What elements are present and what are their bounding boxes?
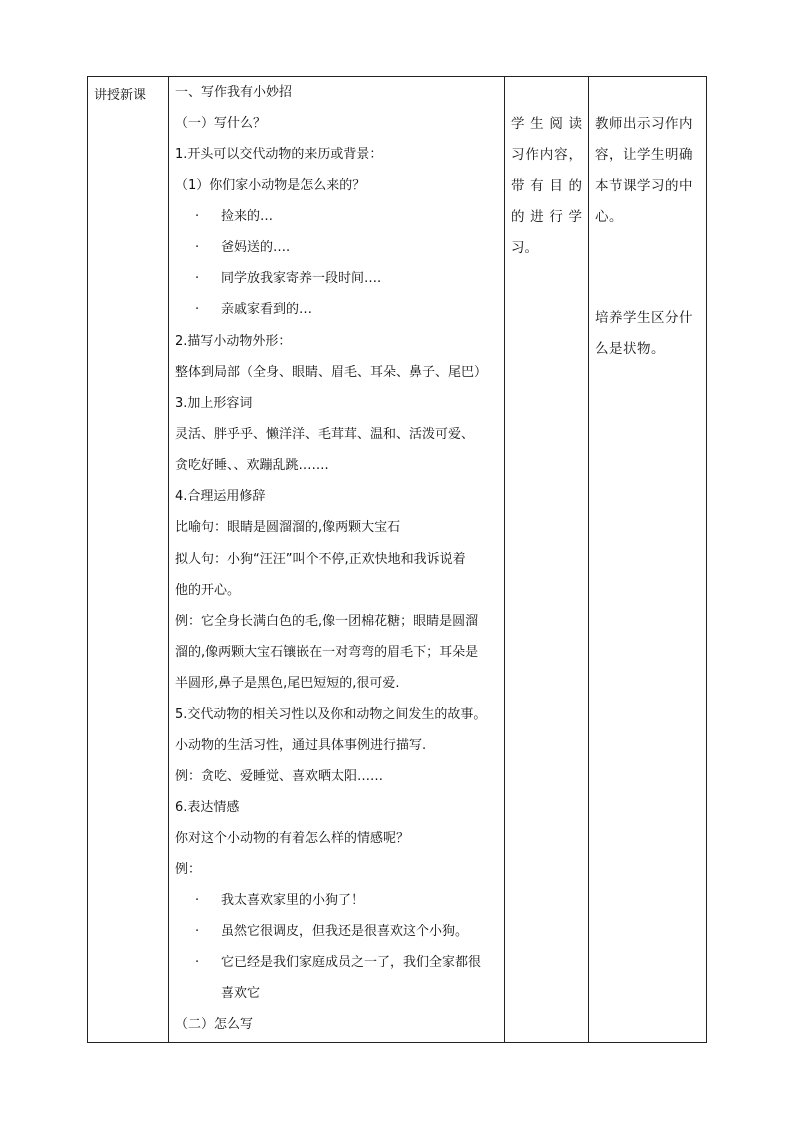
text-line: 他的开心。 [175, 583, 241, 598]
point-5: 5.交代动物的相关习性以及你和动物之间发生的故事。 [175, 707, 487, 722]
teacher-line: 本节课学习的中 [595, 178, 693, 194]
text-line: 溜的,像两颗大宝石镶嵌在一对弯弯的眉毛下；耳朵是 [175, 645, 479, 660]
bullet-item: · 虽然它很调皮，但我还是很喜欢这个小狗。 [195, 924, 469, 939]
text-line: 喜欢它 [221, 986, 261, 1001]
point-3: 3.加上形容词 [175, 396, 253, 411]
bullet-dot: · [195, 209, 200, 224]
stage-cell [88, 77, 169, 1043]
point-2: 2.描写小动物外形： [175, 334, 292, 349]
bullet-dot: · [195, 302, 200, 317]
text-line: 整体到局部（全身、眼睛、眉毛、耳朵、鼻子、尾巴） [175, 365, 488, 380]
text-line: 小动物的生活习性，通过具体事例进行描写. [175, 738, 427, 753]
point-1: 1.开头可以交代动物的来历或背景： [175, 147, 383, 162]
teacher-note-b [595, 303, 700, 365]
question-1: （1）你们家小动物是怎么来的？ [175, 178, 366, 193]
student-activity-cell [505, 77, 589, 1043]
text-line: 半圆形,鼻子是黑色,尾巴短短的,很可爱. [175, 676, 400, 691]
teacher-line: 培养学生区分什 [595, 310, 693, 326]
text-line: 拟人句：小狗“汪汪”叫个不停,正欢快地和我诉说着 [175, 552, 466, 567]
subheading-what: （一）写什么？ [175, 116, 267, 131]
bullet-item: · 同学放我家寄养一段时间…. [195, 271, 382, 286]
teacher-activity-cell [589, 77, 707, 1043]
stage-label: 讲授新课 [94, 88, 147, 103]
teacher-line: 心。 [595, 209, 623, 225]
teacher-note-a [595, 109, 700, 233]
student-line: 带有目的 [511, 178, 582, 194]
lesson-table [87, 76, 707, 1043]
text-line: 例：它全身长满白色的毛,像一团棉花糖；眼睛是圆溜 [175, 614, 479, 629]
bullet-item: · 它已经是我们家庭成员之一了，我们全家都很 [195, 955, 482, 970]
bullet-dot: · [195, 955, 200, 970]
text-line: 例： [175, 862, 202, 877]
text-line: 贪吃好睡、、欢蹦乱跳……. [175, 458, 329, 473]
student-line: 的进行学 [511, 209, 582, 225]
bullet-dot: · [195, 893, 200, 908]
text-line: 你对这个小动物的有着怎么样的情感呢？ [175, 831, 410, 846]
teacher-line: 容，让学生明确 [595, 147, 693, 163]
teacher-line: 教师出示习作内 [595, 116, 693, 132]
teacher-line: 么是状物。 [595, 341, 665, 357]
point-6: 6.表达情感 [175, 800, 240, 815]
bullet-dot: · [195, 271, 200, 286]
content-cell [169, 77, 505, 1043]
section-heading: 一、写作我有小妙招 [175, 85, 293, 100]
subheading-how: （二）怎么写 [175, 1017, 254, 1032]
bullet-dot: · [195, 240, 200, 255]
text-line: 灵活、胖乎乎、懒洋洋、毛茸茸、温和、活泼可爱、 [175, 427, 475, 442]
student-line: 习作内容， [511, 147, 582, 163]
student-line: 习。 [511, 240, 538, 256]
text-line: 比喻句：眼睛是圆溜溜的,像两颗大宝石 [175, 520, 401, 535]
bullet-item: · 亲戚家看到的… [195, 302, 313, 317]
text-line: 例：贪吃、爱睡觉、喜欢晒太阳…… [175, 769, 384, 784]
student-line: 学生阅读 [511, 116, 582, 132]
bullet-item: · 我太喜欢家里的小狗了！ [195, 893, 365, 908]
bullet-item: · 捡来的… [195, 209, 274, 224]
point-4: 4.合理运用修辞 [175, 489, 266, 504]
bullet-item: · 爸妈送的…. [195, 240, 291, 255]
bullet-dot: · [195, 924, 200, 939]
